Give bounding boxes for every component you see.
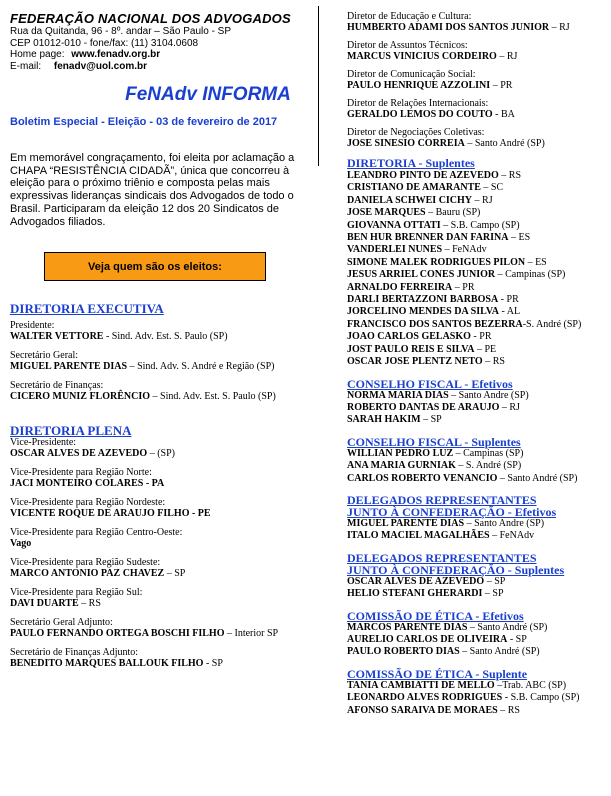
member-name-line <box>347 622 607 634</box>
member-name-line <box>347 319 607 331</box>
member-origin: – RS <box>482 356 505 368</box>
plena-section <box>10 424 306 669</box>
member-name: BEN HUR BRENNER DAN FARINA <box>347 232 509 244</box>
member-name-line <box>347 588 607 600</box>
member-origin: – RJ <box>496 50 518 62</box>
member-name: VICENTE ROQUE DE ARAUJO FILHO - PE <box>10 507 211 519</box>
member-origin: – Interior SP <box>224 627 279 639</box>
member-role: Diretor de Assuntos Técnicos: <box>347 40 468 51</box>
member-name: HELIO STEFANI GHERARDI <box>347 588 483 600</box>
org-email <box>10 61 306 73</box>
member-name-line <box>347 705 607 717</box>
email-label: E-mail: <box>10 60 42 72</box>
member-name-line <box>347 182 607 194</box>
etica-suplente-list <box>347 680 607 717</box>
member-role: Secretário Geral Adjunto: <box>10 617 113 629</box>
suplentes-section <box>347 157 607 369</box>
member-name-line <box>347 530 607 542</box>
member-entry <box>10 618 306 639</box>
member-name: WILLIAN PEDRO LUZ <box>347 447 454 459</box>
member-name-line <box>347 110 607 121</box>
newsletter-title: FeNAdv INFORMA <box>125 84 291 105</box>
member-origin: – Santo André (SP) <box>497 472 578 484</box>
member-name-line <box>347 195 607 207</box>
member-name-line <box>347 576 607 588</box>
member-name-line <box>347 402 607 414</box>
member-name-line <box>10 332 306 343</box>
member-name-line <box>347 294 607 306</box>
member-name: JORCELINO MENDES DA SILVA <box>347 306 499 318</box>
member-origin: – SP <box>164 567 186 579</box>
member-role: Vice-Presidente para Região Sul: <box>10 587 143 599</box>
member-role: Secretário Geral: <box>10 350 79 362</box>
member-name: MIGUEL PARENTE DIAS <box>347 517 465 529</box>
member-entry <box>10 588 306 609</box>
member-name: MARCUS VINICIUS CORDEIRO <box>347 50 497 62</box>
member-entry <box>10 321 306 342</box>
member-name-line <box>347 473 607 485</box>
member-role: Vice-Presidente para Região Centro-Oeste: <box>10 527 183 539</box>
member-origin: – PR <box>452 281 475 293</box>
member-name-line <box>347 232 607 244</box>
elected-callout-button[interactable]: Veja quem são os eleitos: <box>44 252 266 281</box>
member-name-line <box>10 539 306 550</box>
member-name-line <box>347 414 607 426</box>
intro-paragraph: Em memorável congraçamento, foi eleita por aclamação a CHAPA “RESISTÊNCIA CIDADÃ”, única que concorreu à eleição para o próximo triênio e composta pelas mais expressivas lideranças sindicais dos Advogados de todo o Brasil. Participaram da eleição 12 dos 20 Sindicatos de Advogados filiados. <box>10 152 295 228</box>
left-column <box>10 12 306 669</box>
member-origin: – SP <box>482 588 504 600</box>
member-entry <box>347 41 607 62</box>
member-name: JOAO CARLOS GELASKO <box>347 331 471 343</box>
member-name: ROBERTO DANTAS DE ARAUJO <box>347 401 500 413</box>
member-role: Secretário de Finanças: <box>10 380 104 392</box>
delegados-suplentes-list <box>347 576 607 601</box>
member-name: CICERO MUNIZ FLORÊNCIO <box>10 390 151 402</box>
member-name-line <box>347 23 607 34</box>
member-name-line <box>347 646 607 658</box>
member-name: PAULO ROBERTO DIAS <box>347 646 460 658</box>
member-name-line <box>347 518 607 530</box>
member-origin: – PE <box>474 343 497 355</box>
etica-efetivos-list <box>347 622 607 659</box>
member-origin: – PR <box>490 79 513 91</box>
delegados-efetivos-section <box>347 494 607 543</box>
member-name-line <box>10 629 306 640</box>
member-name-line <box>347 244 607 256</box>
member-origin: – Santo André (SP) <box>459 646 540 658</box>
member-name-line <box>347 634 607 646</box>
member-role: Secretário de Finanças Adjunto: <box>10 647 139 659</box>
member-name: WALTER VETTORE <box>10 330 104 342</box>
member-name-line <box>347 52 607 63</box>
member-role: Vice-Presidente para Região Nordeste: <box>10 497 166 509</box>
fiscal-efetivos-list <box>347 390 607 427</box>
member-origin: - Sind. Adv. Est. S. Paulo (SP) <box>103 330 228 342</box>
member-origin: – S.B. Campo (SP) <box>440 219 520 231</box>
member-name: SARAH HAKIM <box>347 414 421 426</box>
member-origin: – Santo Andre (SP) <box>448 389 529 401</box>
member-name-line <box>347 220 607 232</box>
member-origin: – Campinas (SP) <box>453 447 524 459</box>
member-origin: – RS <box>497 704 520 716</box>
member-name: AFONSO SARAIVA DE MORAES <box>347 704 498 716</box>
member-origin: – SP <box>484 575 506 587</box>
org-name: FEDERAÇÃO NACIONAL DOS ADVOGADOS <box>10 11 291 26</box>
member-entry <box>10 498 306 519</box>
delegados-suplentes-heading-2[interactable]: JUNTO À CONFEDERAÇÃO - Suplentes <box>347 562 565 577</box>
delegados-efetivos-heading-1[interactable]: DELEGADOS REPRESENTANTES <box>347 492 537 507</box>
member-name: DARLI BERTAZZONI BARBOSA <box>347 294 499 306</box>
member-entry <box>347 99 607 120</box>
member-origin: - BA <box>492 108 515 120</box>
member-origin: – S. André (SP) <box>455 460 522 472</box>
member-name: NORMA MARIA DIAS <box>347 389 449 401</box>
member-origin: – ES <box>525 256 547 268</box>
member-role: Diretor de Comunicação Social: <box>347 69 476 80</box>
member-name: ITALO MACIEL MAGALHÃES <box>347 530 490 542</box>
member-name-line <box>10 392 306 403</box>
member-name-line <box>347 207 607 219</box>
member-origin: – FeNAdv <box>442 244 487 256</box>
member-name-line <box>347 460 607 472</box>
member-name: PAULO HENRIQUE AZZOLINI <box>347 79 491 91</box>
member-name: DAVI DUARTE <box>10 597 79 609</box>
etica-suplente-heading[interactable]: COMISSÃO DE ÉTICA - Suplente <box>347 666 528 681</box>
member-name-line <box>10 509 306 520</box>
member-entry <box>10 438 306 459</box>
member-name: AURELIO CARLOS DE OLIVEIRA <box>347 633 508 645</box>
member-origin: – Sind. Adv. Est. S. Paulo (SP) <box>150 390 276 402</box>
fiscal-suplentes-section <box>347 436 607 485</box>
member-name: LEANDRO PINTO DE AZEVEDO <box>347 170 499 181</box>
member-name-line <box>10 479 306 490</box>
member-name: CRISTIANO DE AMARANTE <box>347 182 481 194</box>
etica-suplente-section <box>347 668 607 717</box>
org-address: Rua da Quitanda, 96 - 8º. andar – São Paulo - SP <box>10 26 232 37</box>
member-name-line <box>347 170 607 182</box>
member-name-line <box>10 599 306 610</box>
member-entry <box>10 528 306 549</box>
delegados-efetivos-heading-2[interactable]: JUNTO À CONFEDERAÇÃO - Efetivos <box>347 504 557 519</box>
member-name-line <box>10 362 306 373</box>
member-role: Vice-Presidente para Região Sudeste: <box>10 557 161 569</box>
member-entry <box>347 128 607 149</box>
member-name-line <box>347 344 607 356</box>
org-homepage <box>10 49 306 61</box>
member-name: OSCAR JOSE PLENTZ NETO <box>347 356 483 368</box>
member-name-line <box>347 390 607 402</box>
member-name: DANIELA SCHWEI CICHY <box>347 194 473 206</box>
executiva-heading[interactable]: DIRETORIA EXECUTIVA <box>10 301 164 317</box>
member-name: MIGUEL PARENTE DIAS <box>10 360 128 372</box>
member-origin: - SP <box>507 633 527 645</box>
member-name: GERALDO LEMOS DO COUTO <box>347 108 493 120</box>
member-name: SIMONE MALEK RODRIGUES PILON <box>347 256 526 268</box>
member-origin: – RJ <box>549 21 570 33</box>
member-role: Vice-Presidente: <box>10 437 77 449</box>
member-name: JOST PAULO REIS E SILVA <box>347 343 475 355</box>
member-name: MARCOS PARENTE DIAS <box>347 621 468 633</box>
member-origin: – Santo Andre (SP) <box>464 517 545 529</box>
member-name-line <box>10 569 306 580</box>
executiva-list <box>10 321 306 402</box>
member-name: JESUS ARRIEL CONES JUNIOR <box>347 269 496 281</box>
email-link[interactable]: fenadv@uol.com.br <box>53 60 148 72</box>
member-name-line <box>347 331 607 343</box>
member-name-line <box>347 448 607 460</box>
member-name: MARCO ANTONIO PAZ CHAVEZ <box>10 567 165 579</box>
fiscal-efetivos-heading[interactable]: CONSELHO FISCAL - Efetivos <box>347 376 513 391</box>
member-role: Presidente: <box>10 320 55 332</box>
member-name: OSCAR ALVES DE AZEVEDO <box>10 447 148 459</box>
member-origin: – Campinas (SP) <box>495 269 566 281</box>
etica-efetivos-section <box>347 610 607 659</box>
member-origin: – RJ <box>499 401 520 413</box>
member-name-line <box>347 692 607 704</box>
member-entry <box>10 468 306 489</box>
member-name: OSCAR ALVES DE AZEVEDO <box>347 575 485 587</box>
member-origin: – SC <box>480 182 504 194</box>
member-origin: -S. André (SP) <box>522 318 582 330</box>
homepage-label: Home page: <box>10 49 65 60</box>
member-origin: – RS <box>78 597 101 609</box>
member-origin: - PR <box>470 331 492 343</box>
member-origin: - SP <box>203 657 223 669</box>
member-origin: – Santo André (SP) <box>464 137 545 149</box>
directors-list <box>347 12 607 149</box>
member-origin: – Santo André (SP) <box>467 621 548 633</box>
org-cep: CEP 01012-010 - fone/fax: (11) 3104.0608 <box>10 37 199 49</box>
member-entry <box>10 381 306 402</box>
member-name-line <box>347 680 607 692</box>
member-origin: – (SP) <box>147 447 175 459</box>
executiva-section <box>10 302 306 402</box>
member-name: ARNALDO FERREIRA <box>347 281 453 293</box>
member-entry <box>347 12 607 33</box>
member-origin: – RS <box>498 170 522 181</box>
member-name: LEONARDO ALVES RODRIGUES <box>347 692 503 704</box>
member-name: JOSE MARQUES <box>347 207 426 219</box>
member-name: PAULO FERNANDO ORTEGA BOSCHI FILHO <box>10 627 225 639</box>
member-name: HUMBERTO ADAMI DOS SANTOS JUNIOR <box>347 21 550 33</box>
member-name-line <box>347 139 607 150</box>
fiscal-suplentes-heading[interactable]: CONSELHO FISCAL - Suplentes <box>347 434 521 449</box>
member-name-line <box>347 282 607 294</box>
member-role: Diretor de Relações Internacionais: <box>347 98 489 109</box>
delegados-suplentes-heading-1[interactable]: DELEGADOS REPRESENTANTES <box>347 550 537 565</box>
right-column <box>347 12 607 717</box>
member-entry <box>347 70 607 91</box>
member-origin: - PR <box>498 294 519 306</box>
member-name: TANIA CAMBIATTI DE MELLO <box>347 679 495 691</box>
member-entry <box>10 648 306 669</box>
member-name: GIOVANNA OTTATI <box>347 219 441 231</box>
member-role: Diretor de Negociações Coletivas: <box>347 127 485 138</box>
member-origin: – SP <box>420 414 442 426</box>
member-name-line <box>347 306 607 318</box>
member-name-line <box>10 449 306 460</box>
member-role: Vice-Presidente para Região Norte: <box>10 467 152 479</box>
member-name: JACI MONTEIRO COLARES - PA <box>10 477 165 489</box>
member-origin: - S.B. Campo (SP) <box>502 692 580 704</box>
member-origin: –Trab. ABC (SP) <box>494 679 567 691</box>
member-entry <box>10 351 306 372</box>
member-origin: - AL <box>499 306 521 318</box>
member-origin: – FeNAdv <box>489 530 535 542</box>
delegados-suplentes-section <box>347 552 607 601</box>
delegados-efetivos-list <box>347 518 607 543</box>
member-name: ANA MARIA GURNIAK <box>347 460 456 472</box>
column-divider <box>318 6 319 166</box>
fiscal-efetivos-section <box>347 378 607 427</box>
member-name: FRANCISCO DOS SANTOS BEZERRA <box>347 318 523 330</box>
member-name: Vago <box>10 537 32 549</box>
member-name: CARLOS ROBERTO VENANCIO <box>347 472 498 484</box>
member-origin: – Sind. Adv. S. André e Região (SP) <box>127 360 275 372</box>
plena-list <box>10 438 306 669</box>
suplentes-list <box>347 170 607 369</box>
member-origin: – Bauru (SP) <box>425 207 481 219</box>
member-role: Diretor de Educação e Cultura: <box>347 11 472 22</box>
member-name-line <box>347 257 607 269</box>
member-name-line <box>347 269 607 281</box>
member-name-line <box>347 81 607 92</box>
suplentes-heading[interactable]: DIRETORIA - Suplentes <box>347 156 475 170</box>
member-name-line <box>347 356 607 368</box>
bulletin-line: Boletim Especial - Eleição - 03 de fevereiro de 2017 <box>10 116 278 128</box>
fiscal-suplentes-list <box>347 448 607 485</box>
member-origin: – ES <box>508 232 531 244</box>
member-name-line <box>10 659 306 670</box>
member-name: JOSE SINESIO CORREIA <box>347 137 465 149</box>
member-entry <box>10 558 306 579</box>
plena-heading[interactable]: DIRETORIA PLENA <box>10 423 132 439</box>
homepage-link[interactable]: www.fenadv.org.br <box>71 49 161 60</box>
etica-efetivos-heading[interactable]: COMISSÃO DE ÉTICA - Efetivos <box>347 608 524 623</box>
member-name: BENEDITO MARQUES BALLOUK FILHO <box>10 657 204 669</box>
member-name: VANDERLEI NUNES <box>347 244 443 256</box>
member-origin: – RJ <box>472 194 493 206</box>
